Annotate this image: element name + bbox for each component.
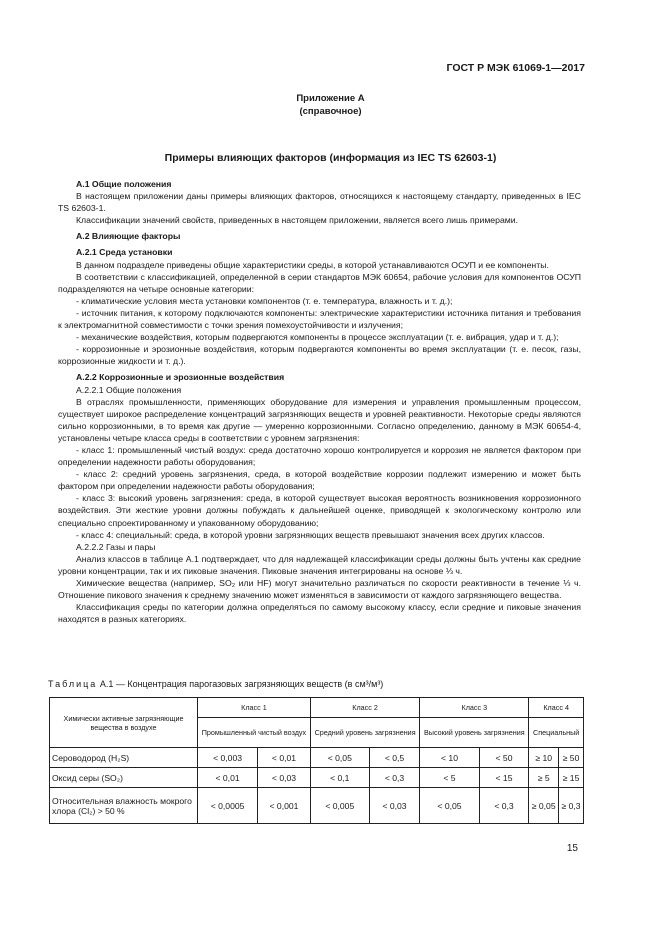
table-cell: ≥ 5 [529, 768, 559, 788]
appendix-note: (справочное) [299, 106, 362, 117]
paragraph: - класс 2: средний уровень загрязнения, среда, в которой воздействие коррозии подлежит измерению и может быть фактором при определении надежности работы оборудования; [58, 469, 581, 492]
table-caption-label: Таблица [48, 679, 98, 689]
table-cell: < 0,001 [258, 788, 311, 824]
class-desc-3: Высокий уровень загрязнения [420, 718, 529, 748]
paragraph: - класс 4: специальный: среда, в которой уровни загрязняющих веществ превышают значения всех других классов. [76, 529, 545, 540]
paragraph: - источник питания, к которому подключаются компоненты: электрические характеристики источника питания и требования к электромагнитной совместимости с точки зрения помехоустойчивости и излучения; [58, 307, 581, 331]
paragraph: - климатические условия места установки компонентов (т. е. температура, влажность и т. д.); [76, 295, 453, 306]
table-cell: ≥ 0,05 [529, 788, 559, 824]
class-desc-1: Промышленный чистый воздух [198, 718, 311, 748]
table-cell: < 0,05 [420, 788, 479, 824]
row-label: Сероводород (H₂S) [50, 748, 198, 768]
table-cell: < 15 [479, 768, 529, 788]
paragraph: А.2.2.1 Общие положения [76, 384, 182, 395]
row-label: Оксид серы (SO₂) [50, 768, 198, 788]
paragraph: В отраслях промышленности, применяющих оборудование для измерения и управления промышленным процессом, существует широкое распределение концентраций загрязняющих веществ и уровней реактивности. Некоторые среды являются сильно коррозионными, в то время как другие — умеренно коррозионными. Согласно определению, данному в МЭК 60654-4, установлены четыре класса среды в соответствии с уровнем загрязнения: [58, 396, 581, 443]
document-title: Примеры влияющих факторов (информация из IEC TS 62603-1) [164, 152, 497, 164]
table-cell: < 0,003 [198, 748, 258, 768]
appendix-heading [0, 92, 661, 118]
table-row [50, 748, 584, 768]
page-number: 15 [566, 843, 578, 854]
table-cell: < 0,01 [198, 768, 258, 788]
section-heading: А.1 Общие положения [76, 179, 172, 189]
table-caption-text: А.1 — Концентрация парогазовых загрязняющих веществ (в см³/м³) [99, 679, 384, 689]
appendix-title: Приложение А [296, 93, 365, 104]
paragraph: - механические воздействия, которым подвергаются компоненты в процессе эксплуатации (т. е. вибрация, удар и т. д.); [76, 332, 559, 343]
paragraph: - класс 3: высокий уровень загрязнения: среда, в которой существует высокая вероятность возникновения коррозионного воздействия. Эти жесткие уровни должны побуждать к дальнейшей оценке, приводящей к экологическому контролю или специально спроектированному и упакованному оборудованию; [58, 493, 581, 528]
table-cell: < 0,1 [310, 768, 369, 788]
table-cell: ≥ 0,3 [559, 788, 584, 824]
table-caption [48, 679, 383, 689]
paragraph: Химические вещества (например, SO₂ или HF) могут значительно различаться по скорости реактивности в течение ⅓ ч. Отношение пикового значения к среднему значению может изменяться в зависимости от каждого загрязняющего вещества. [58, 578, 581, 601]
paragraph: В настоящем приложении даны примеры влияющих факторов, относящихся к настоящему стандарту, приведенных в IEC TS 62603-1. [58, 191, 581, 214]
class-header-2: Класс 2 [310, 698, 419, 718]
table-cell: < 5 [420, 768, 479, 788]
table-cell: ≥ 10 [529, 748, 559, 768]
table-cell: < 0,03 [369, 788, 420, 824]
table-col-header: Химически активные загрязняющие вещества в воздухе [50, 698, 198, 748]
table-cell: < 0,3 [479, 788, 529, 824]
paragraph: - класс 1: промышленный чистый воздух: среда достаточно хорошо контролируется и коррозия не является фактором при определении надежности работы оборудования; [58, 444, 581, 468]
table-cell: < 0,05 [310, 748, 369, 768]
section-heading: А.2.2 Коррозионные и эрозионные воздействия [76, 372, 285, 383]
table-cell: < 0,5 [369, 748, 420, 768]
paragraph: А.2.2.2 Газы и пары [76, 541, 156, 552]
row-label: Относительная влажность мокрого хлора (Cl₂) > 50 % [50, 788, 198, 824]
class-header-1: Класс 1 [198, 698, 311, 718]
body-text [58, 174, 581, 625]
class-header-3: Класс 3 [420, 698, 529, 718]
table-cell: < 0,3 [369, 768, 420, 788]
document-number-header: ГОСТ Р МЭК 61069-1—2017 [446, 62, 585, 74]
table-cell: < 0,01 [258, 748, 311, 768]
table-body [50, 748, 584, 824]
table-row [50, 768, 584, 788]
table-cell: < 50 [479, 748, 529, 768]
section-heading: А.2 Влияющие факторы [76, 231, 181, 242]
pollutant-table [49, 697, 584, 824]
table-cell: < 10 [420, 748, 479, 768]
paragraph: Классификации значений свойств, приведенных в настоящем приложении, является всего лишь примерами. [76, 215, 519, 226]
table-cell: < 0,005 [310, 788, 369, 824]
section-heading: А.2.1 Среда установки [76, 247, 173, 258]
paragraph: В соответствии с классификацией, определенной в серии стандартов МЭК 60654, рабочие условия для компонентов ОСУП подразделяются на четыре основные категории: [58, 271, 581, 294]
class-desc-4: Специальный [529, 718, 584, 748]
class-header-4: Класс 4 [529, 698, 584, 718]
paragraph: В данном подразделе приведены общие характеристики среды, в которой устанавливаются ОСУП и ее компоненты. [76, 259, 549, 270]
paragraph: - коррозионные и эрозионные воздействия, которым подвергаются компоненты во время эксплуатации (т. е. песок, газы, коррозионные жидкости и т. д.). [58, 344, 581, 367]
table-cell: ≥ 15 [559, 768, 584, 788]
table-row [50, 788, 584, 824]
table-cell: < 0,03 [258, 768, 311, 788]
table-cell: ≥ 50 [559, 748, 584, 768]
paragraph: Анализ классов в таблице А.1 подтверждает, что для надлежащей классификации среды должны быть учтены как средние уровни концентрации, так и их пиковые значения. Пиковые значения интегрированы на основе ⅓ ч. [58, 553, 581, 576]
table-cell: < 0,0005 [198, 788, 258, 824]
class-desc-2: Средний уровень загрязнения [310, 718, 419, 748]
paragraph: Классификация среды по категории должна определяться по самому высокому классу, если средние и пиковые значения находятся в разных категориях. [58, 602, 581, 625]
